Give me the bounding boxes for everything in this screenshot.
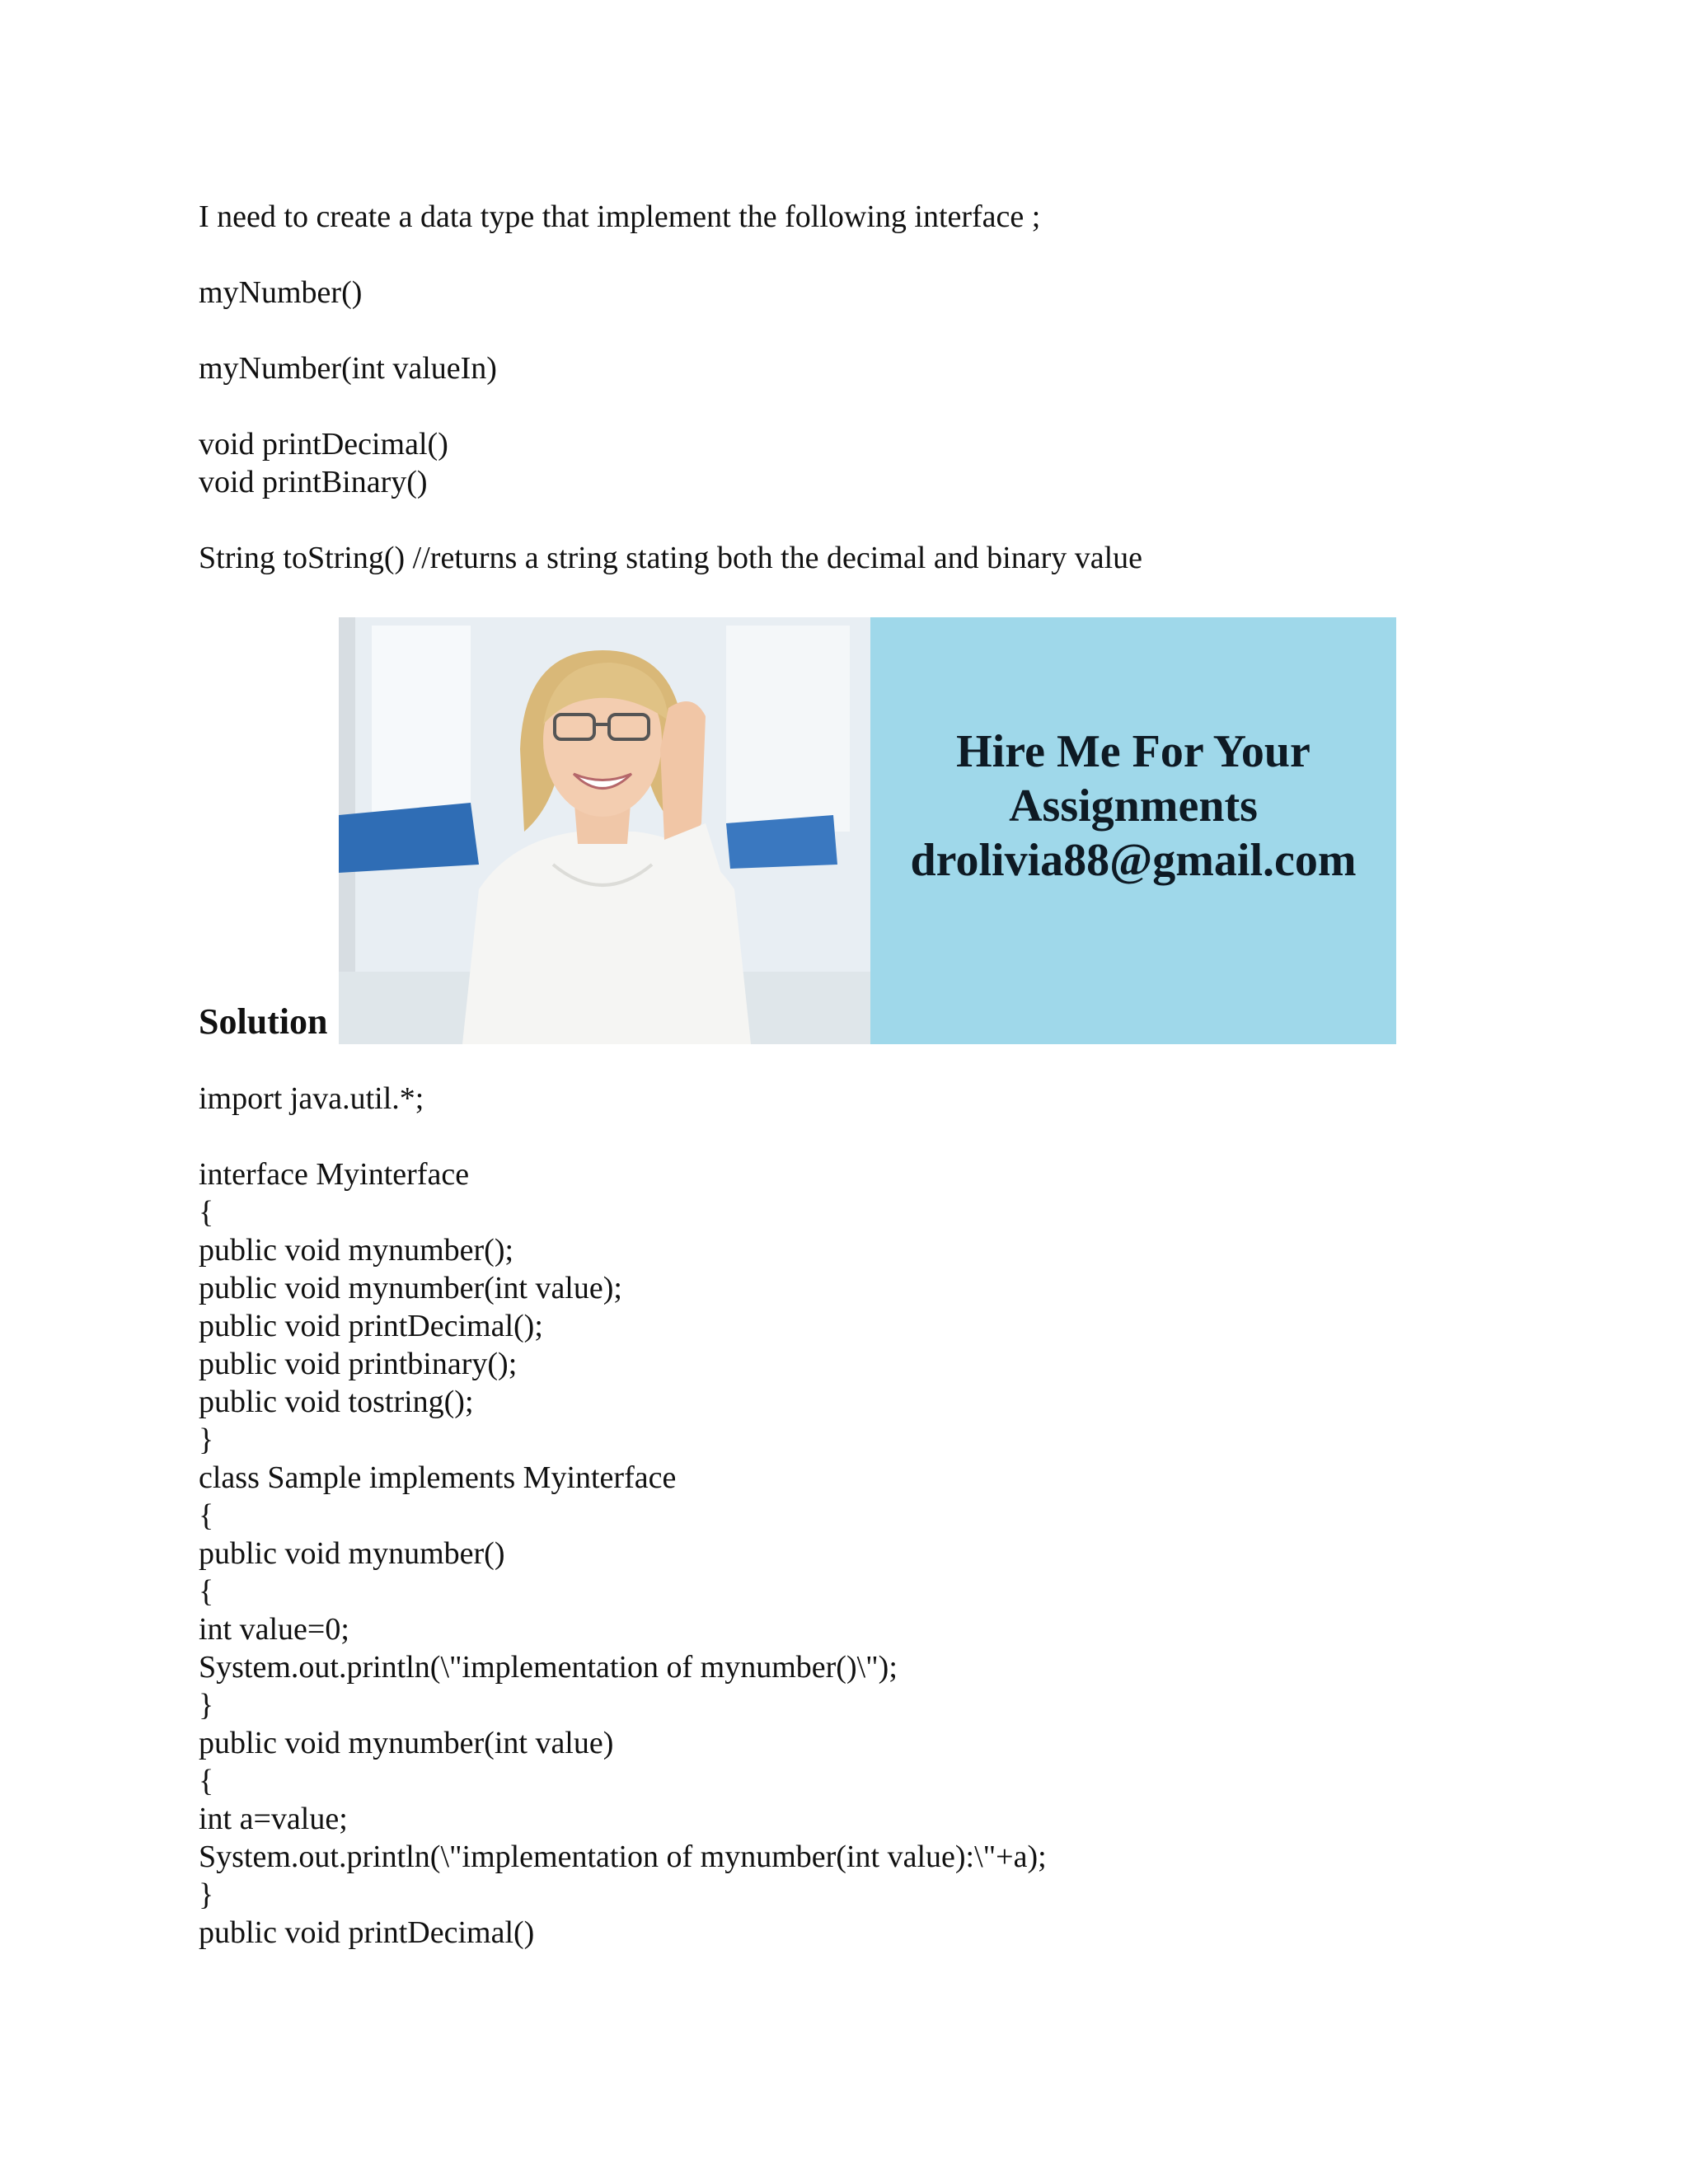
code-line: System.out.println(\"implementation of mynumber(int value):\"+a); [199, 1840, 1047, 1874]
code-line: class Sample implements Myinterface [199, 1460, 677, 1495]
code-line: public void mynumber() [199, 1536, 505, 1571]
advertisement-banner [339, 617, 1396, 1044]
ad-text-panel [870, 617, 1396, 1044]
code-line: public void printDecimal(); [199, 1309, 543, 1343]
code-line: { [199, 1195, 214, 1230]
ad-headline-2: Assignments [1009, 780, 1258, 832]
code-line: public void printbinary(); [199, 1347, 518, 1381]
code-line: { [199, 1764, 214, 1798]
ad-text [870, 724, 1396, 888]
question-line: void printBinary() [199, 465, 428, 499]
ad-email: drolivia88@gmail.com [910, 835, 1357, 886]
code-line: int a=value; [199, 1802, 348, 1836]
code-line: public void printDecimal() [199, 1915, 535, 1950]
question-line: myNumber() [199, 275, 363, 310]
code-line: interface Myinterface [199, 1157, 470, 1192]
code-line: { [199, 1498, 214, 1533]
code-line: } [199, 1422, 214, 1457]
code-line: System.out.println(\"implementation of mynumber()\"); [199, 1650, 898, 1685]
question-line: String toString() //returns a string stating both the decimal and binary value [199, 541, 1143, 575]
code-line: public void tostring(); [199, 1385, 474, 1419]
code-line: public void mynumber(int value); [199, 1271, 622, 1305]
code-line: } [199, 1877, 214, 1912]
ad-headline: Hire Me For Your [956, 726, 1311, 777]
code-line: int value=0; [199, 1612, 349, 1647]
code-line: import java.util.*; [199, 1081, 424, 1116]
code-line: } [199, 1688, 214, 1722]
solution-heading: Solution [199, 1001, 328, 1042]
question-line: myNumber(int valueIn) [199, 351, 497, 386]
code-line: public void mynumber(int value) [199, 1726, 614, 1760]
question-line: void printDecimal() [199, 427, 448, 462]
woman-photo [339, 617, 870, 1044]
code-line: public void mynumber(); [199, 1233, 514, 1268]
question-line: I need to create a data type that implement the following interface ; [199, 199, 1041, 234]
code-line: { [199, 1574, 214, 1609]
